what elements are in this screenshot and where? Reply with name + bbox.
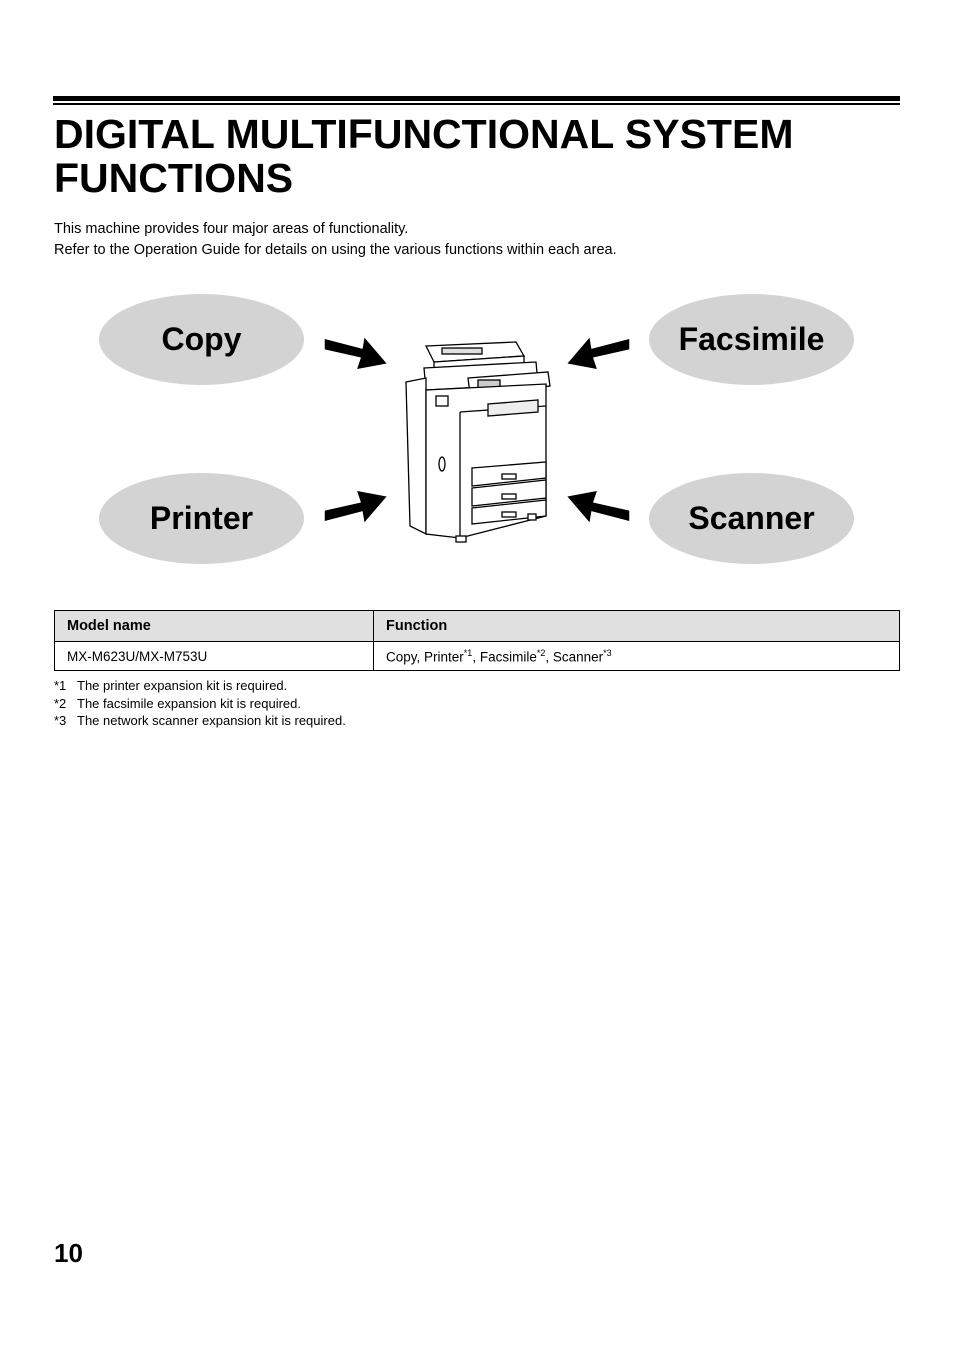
table-header-row bbox=[55, 611, 900, 642]
footnote-mark: *3 bbox=[54, 713, 67, 728]
intro-text bbox=[54, 219, 617, 261]
printer-bubble bbox=[99, 473, 304, 564]
function-scanner: Scanner bbox=[552, 649, 604, 665]
footnote-text: The facsimile expansion kit is required. bbox=[77, 695, 301, 711]
multifunction-machine-illustration bbox=[398, 338, 558, 548]
footnote-ref: *1 bbox=[463, 647, 473, 658]
function-cell bbox=[374, 642, 900, 671]
function-facsimile: Facsimile bbox=[479, 649, 537, 665]
model-name-header: Model name bbox=[55, 611, 374, 642]
model-name-cell: MX-M623U/MX-M753U bbox=[55, 642, 374, 671]
footnote bbox=[54, 695, 346, 713]
table-row bbox=[55, 642, 900, 671]
footnote-mark: *2 bbox=[54, 695, 67, 711]
function-separator: , bbox=[472, 649, 480, 665]
printer-label: Printer bbox=[149, 500, 254, 536]
copy-label: Copy bbox=[161, 321, 242, 357]
intro-line: Refer to the Operation Guide for details on using the various functions within each area. bbox=[54, 242, 617, 258]
footnote-mark: *1 bbox=[54, 678, 67, 693]
footnote-ref: *2 bbox=[536, 647, 546, 658]
arrow-right-down-icon bbox=[322, 328, 392, 372]
footnote-text: The printer expansion kit is required. bbox=[77, 678, 288, 693]
function-separator: , bbox=[545, 649, 553, 665]
model-function-table bbox=[54, 610, 900, 671]
footnote-ref: *3 bbox=[603, 647, 612, 658]
intro-line: This machine provides four major areas of functionality. bbox=[54, 221, 409, 237]
facsimile-label: Facsimile bbox=[678, 321, 825, 357]
header-rule-thin bbox=[53, 103, 900, 105]
scanner-label: Scanner bbox=[688, 500, 815, 536]
function-printer: Printer bbox=[424, 649, 464, 665]
facsimile-bubble bbox=[649, 294, 854, 385]
header-rule-thick bbox=[53, 96, 900, 101]
footnote-text: The network scanner expansion kit is required. bbox=[77, 713, 346, 728]
function-header: Function bbox=[374, 611, 900, 642]
footnotes bbox=[54, 677, 346, 730]
copy-bubble bbox=[99, 294, 304, 385]
scanner-bubble bbox=[649, 473, 854, 564]
arrow-right-up-icon bbox=[322, 488, 392, 532]
arrow-left-down-icon bbox=[562, 328, 632, 372]
page-title: DIGITAL MULTIFUNCTIONAL SYSTEM FUNCTIONS bbox=[54, 111, 794, 201]
function-separator: , bbox=[416, 649, 425, 665]
function-copy: Copy bbox=[386, 649, 417, 665]
footnote bbox=[54, 712, 346, 730]
footnote bbox=[54, 677, 346, 695]
arrow-left-up-icon bbox=[562, 488, 632, 532]
page-number: 10 bbox=[54, 1238, 83, 1268]
